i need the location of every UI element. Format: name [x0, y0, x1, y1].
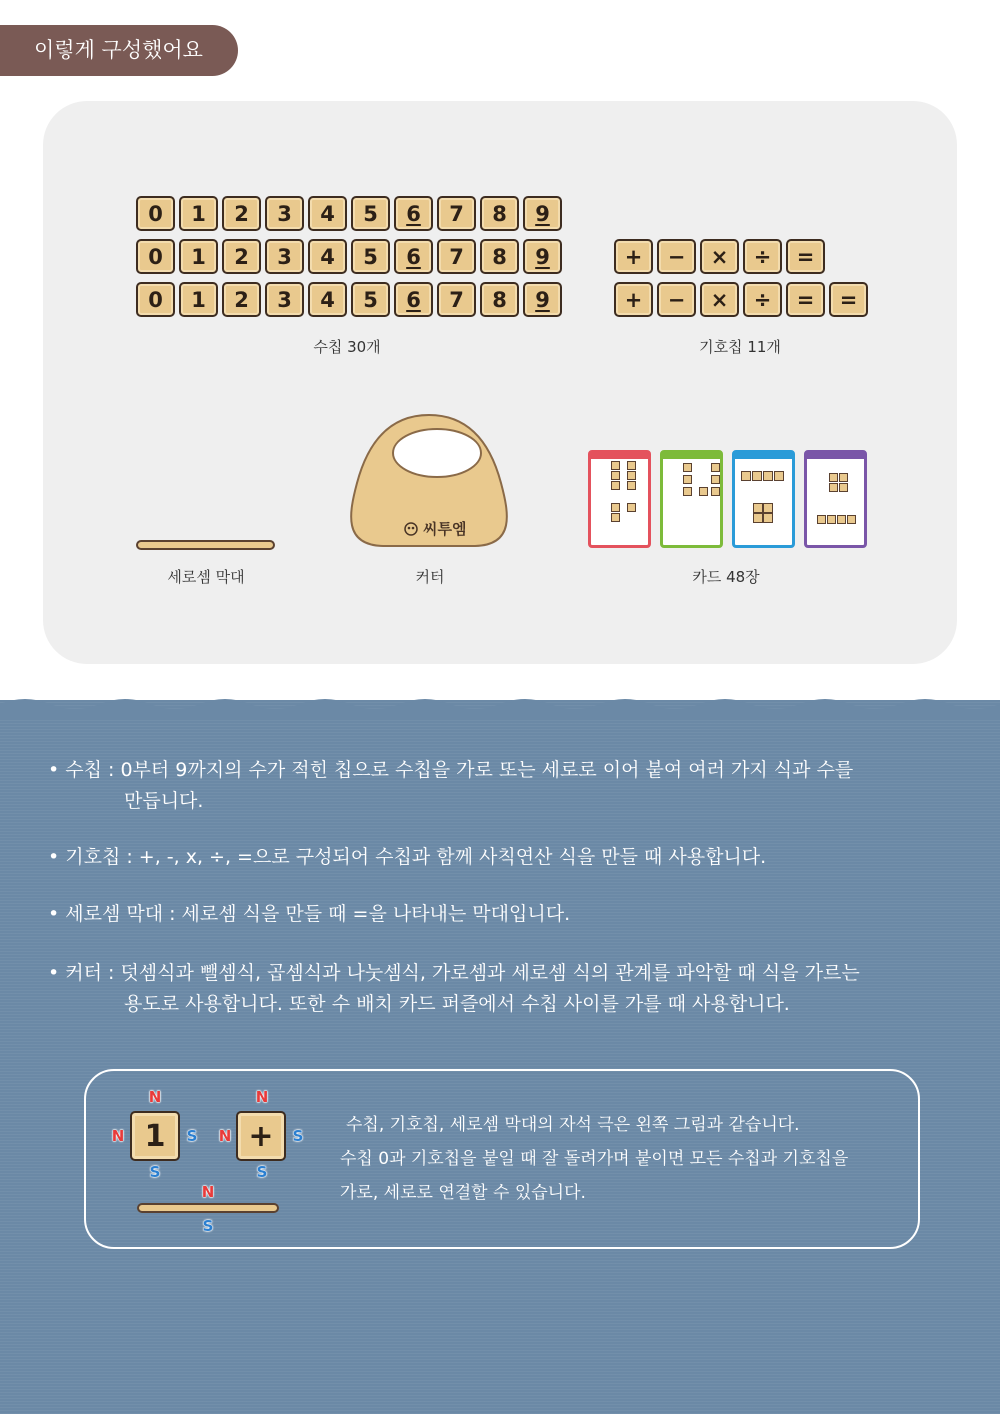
symbol-chip-row-2: [614, 282, 868, 317]
pole-north-label: N: [111, 1127, 125, 1145]
number-chip-label: 8: [492, 244, 507, 269]
number-chip-label: 1: [191, 244, 206, 269]
number-chip-label: 0: [148, 201, 163, 226]
vertical-sum-stick: [136, 540, 275, 550]
symbol-chip-label: ×: [710, 244, 729, 269]
symbol-chip-label: =: [796, 244, 815, 269]
magnet-text-line: 가로, 세로로 연결할 수 있습니다.: [340, 1183, 586, 1203]
number-chip: [523, 196, 562, 231]
card-mini-chip: [741, 471, 751, 481]
number-chip-label: 2: [234, 244, 249, 269]
card-mini-chip: [683, 487, 692, 496]
card-mini-chip: [683, 463, 692, 472]
symbol-chip: [614, 282, 653, 317]
magnet-symbol-chip: +: [236, 1111, 286, 1161]
number-chip: [222, 282, 261, 317]
symbol-chip-label: +: [624, 287, 643, 312]
desc-line2: 만듭니다.: [124, 790, 204, 812]
card-header-band: [807, 453, 864, 459]
card-mini-chip: [839, 473, 848, 482]
number-chip-label: 4: [320, 244, 335, 269]
number-chip: [394, 282, 433, 317]
number-chip-label: 8: [492, 287, 507, 312]
symbol-chip-label: +: [624, 244, 643, 269]
magnet-text-line: 수칩, 기호칩, 세로셈 막대의 자석 극은 왼쪽 그림과 같습니다.: [346, 1115, 800, 1135]
number-chips-caption: 수칩 30개: [313, 338, 381, 356]
desc-line2: 용도로 사용합니다. 또한 수 배치 카드 퍼즐에서 수칩 사이를 가를 때 사용합니다.: [124, 993, 790, 1015]
symbol-chip: [700, 282, 739, 317]
cutter-caption: 커터: [415, 568, 445, 586]
card-mini-chip: [763, 513, 773, 523]
symbol-chip: [829, 282, 868, 317]
card-mini-chip: [847, 515, 856, 524]
number-chip: [308, 239, 347, 274]
card-mini-chip: [763, 471, 773, 481]
puzzle-card: [588, 450, 651, 548]
desc-text: 수칩 : 0부터 9까지의 수가 적힌 칩으로 수칩을 가로 또는 세로로 이어 붙여 여러 가지 식과 수를: [65, 759, 854, 781]
card-mini-chip: [611, 503, 620, 512]
card-mini-chip: [627, 481, 636, 490]
card-mini-chip: [683, 475, 692, 484]
number-chip-label: 6: [406, 201, 421, 226]
number-chip: [222, 239, 261, 274]
number-chip-label: 0: [148, 244, 163, 269]
number-chip: [179, 239, 218, 274]
number-chip: [480, 282, 519, 317]
number-chip-row-3: [136, 282, 562, 317]
symbol-chip-label: ÷: [753, 244, 772, 269]
symbol-chip-label: =: [796, 287, 815, 312]
puzzle-card: [804, 450, 867, 548]
card-mini-chip: [753, 513, 763, 523]
number-chip-label: 3: [277, 244, 292, 269]
card-header-band: [591, 453, 648, 459]
card-mini-chip: [829, 483, 838, 492]
card-mini-chip: [611, 471, 620, 480]
desc-line1: • 수칩 : 0부터 9까지의 수가 적힌 칩으로 수칩을 가로 또는 세로로 이어 붙여 여러 가지 식과 수를: [48, 759, 854, 781]
symbol-chip: [743, 239, 782, 274]
number-chip-label: 4: [320, 201, 335, 226]
desc-cutter: [48, 958, 968, 1020]
number-chip-label: 4: [320, 287, 335, 312]
number-chip-label: 2: [234, 287, 249, 312]
card-mini-chip: [829, 473, 838, 482]
card-mini-chip: [827, 515, 836, 524]
pole-north-label: N: [148, 1088, 162, 1106]
number-chip: [480, 196, 519, 231]
number-chip: [394, 239, 433, 274]
desc-stick: [48, 899, 968, 930]
magnet-number-chip: 1: [130, 1111, 180, 1161]
number-chip: [351, 239, 390, 274]
number-chip: [265, 196, 304, 231]
section-tab: 이렇게 구성했어요: [0, 25, 238, 76]
number-chip-label: 5: [363, 287, 378, 312]
symbol-chip: [743, 282, 782, 317]
card-mini-chip: [753, 503, 763, 513]
pole-south-label: S: [186, 1127, 198, 1145]
desc-line1: • 세로셈 막대 : 세로셈 식을 만들 때 =을 나타내는 막대입니다.: [48, 903, 571, 925]
symbol-chip: [657, 282, 696, 317]
number-chip: [308, 282, 347, 317]
card-mini-chip: [627, 471, 636, 480]
card-mini-chip: [611, 513, 620, 522]
symbol-chip: [614, 239, 653, 274]
number-chip-label: 3: [277, 287, 292, 312]
symbol-chip-label: =: [839, 287, 858, 312]
number-chip-label: 5: [363, 201, 378, 226]
magnet-stick: [137, 1203, 279, 1213]
card-mini-chip: [711, 475, 720, 484]
cutter: [343, 413, 515, 553]
symbol-chip: [657, 239, 696, 274]
pole-north-label: N: [201, 1183, 215, 1201]
number-chip: [523, 282, 562, 317]
pole-north-label: N: [218, 1127, 232, 1145]
card-mini-chip: [752, 471, 762, 481]
number-chip-row-2: [136, 239, 562, 274]
number-chip: [136, 196, 175, 231]
symbol-chips-caption: 기호칩 11개: [699, 338, 781, 356]
pole-south-label: S: [292, 1127, 304, 1145]
card-mini-chip: [699, 487, 708, 496]
desc-text: 세로셈 막대 : 세로셈 식을 만들 때 =을 나타내는 막대입니다.: [65, 903, 571, 925]
number-chip-label: 6: [406, 244, 421, 269]
desc-symbol-chips: [48, 842, 968, 873]
symbol-chip: [786, 282, 825, 317]
symbol-chip-label: ÷: [753, 287, 772, 312]
number-chip-label: 5: [363, 244, 378, 269]
symbol-chip-label: −: [667, 287, 686, 312]
number-chip: [222, 196, 261, 231]
number-chip: [523, 239, 562, 274]
symbol-chip-row-1: [614, 239, 825, 274]
number-chip: [437, 196, 476, 231]
number-chip: [437, 282, 476, 317]
number-chip-label: 7: [449, 287, 464, 312]
number-chip: [136, 282, 175, 317]
magnet-text-line: 수칩 0과 기호칩을 붙일 때 잘 돌려가며 붙이면 모든 수칩과 기호칩을: [340, 1149, 849, 1169]
card-mini-chip: [774, 471, 784, 481]
number-chip-label: 2: [234, 201, 249, 226]
wave-divider: [0, 690, 1000, 720]
card-mini-chip: [837, 515, 846, 524]
puzzle-card: [660, 450, 723, 548]
pole-south-label: S: [256, 1163, 268, 1181]
desc-number-chips: [48, 755, 968, 817]
pole-north-label: N: [255, 1088, 269, 1106]
card-header-band: [735, 453, 792, 459]
number-chip-row-1: [136, 196, 562, 231]
number-chip: [437, 239, 476, 274]
desc-line1: • 기호칩 : +, -, x, ÷, =으로 구성되어 수칩과 함께 사칙연산 식을 만들 때 사용합니다.: [48, 846, 767, 868]
number-chip: [351, 282, 390, 317]
number-chip-label: 1: [191, 201, 206, 226]
number-chip: [265, 282, 304, 317]
symbol-chip-label: −: [667, 244, 686, 269]
number-chip-label: 9: [535, 244, 550, 269]
card-mini-chip: [611, 481, 620, 490]
number-chip: [351, 196, 390, 231]
symbol-chip: [786, 239, 825, 274]
cards-caption: 카드 48장: [692, 568, 760, 586]
number-chip-label: 7: [449, 244, 464, 269]
puzzle-card: [732, 450, 795, 548]
desc-text: 기호칩 : +, -, x, ÷, =으로 구성되어 수칩과 함께 사칙연산 식을 만들 때 사용합니다.: [65, 846, 767, 868]
number-chip: [179, 196, 218, 231]
symbol-chip-label: ×: [710, 287, 729, 312]
cutter-logo-text: 씨투엠: [423, 520, 467, 538]
card-mini-chip: [817, 515, 826, 524]
number-chip-label: 9: [535, 201, 550, 226]
number-chip-label: 0: [148, 287, 163, 312]
card-mini-chip: [711, 487, 720, 496]
number-chip-label: 1: [191, 287, 206, 312]
number-chip-label: 9: [535, 287, 550, 312]
card-mini-chip: [711, 463, 720, 472]
pole-south-label: S: [202, 1217, 214, 1235]
desc-text: 커터 : 덧셈식과 뺄셈식, 곱셈식과 나눗셈식, 가로셈과 세로셈 식의 관계를 파악할 때 식을 가르는: [65, 962, 860, 984]
number-chip-label: 6: [406, 287, 421, 312]
pole-south-label: S: [149, 1163, 161, 1181]
symbol-chip: [700, 239, 739, 274]
number-chip: [265, 239, 304, 274]
stick-caption: 세로셈 막대: [167, 568, 245, 586]
number-chip-label: 3: [277, 201, 292, 226]
card-mini-chip: [627, 503, 636, 512]
number-chip: [179, 282, 218, 317]
number-chip: [308, 196, 347, 231]
magnet-text: [340, 1108, 920, 1210]
card-mini-chip: [839, 483, 848, 492]
number-chip: [136, 239, 175, 274]
card-mini-chip: [763, 503, 773, 513]
number-chip-label: 7: [449, 201, 464, 226]
card-header-band: [663, 453, 720, 459]
card-mini-chip: [627, 461, 636, 470]
desc-line1: • 커터 : 덧셈식과 뺄셈식, 곱셈식과 나눗셈식, 가로셈과 세로셈 식의 관계를 파악할 때 식을 가르는: [48, 962, 860, 984]
number-chip: [394, 196, 433, 231]
card-mini-chip: [611, 461, 620, 470]
number-chip: [480, 239, 519, 274]
number-chip-label: 8: [492, 201, 507, 226]
